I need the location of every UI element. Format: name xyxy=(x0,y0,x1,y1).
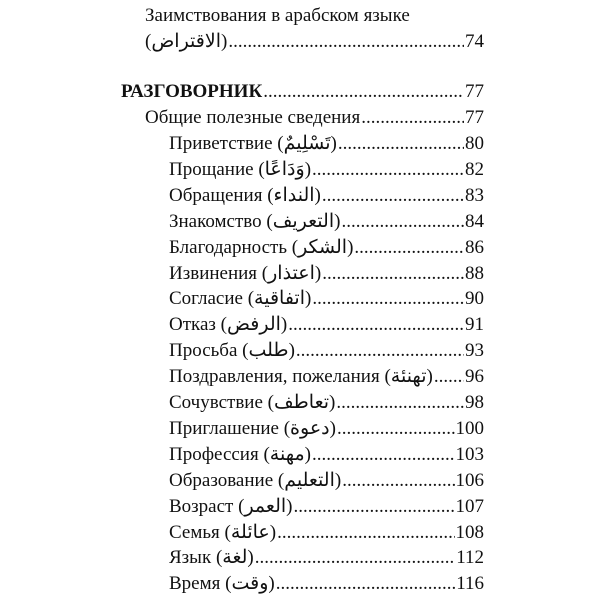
toc-entry-arabic: (لغة) xyxy=(215,547,254,569)
toc-entry-page: 106 xyxy=(455,469,484,491)
dot-leader xyxy=(354,236,464,260)
toc-entry xyxy=(169,443,484,467)
toc-entry-russian: Приглашение xyxy=(169,417,279,439)
toc-entry-russian: Семья xyxy=(169,521,220,543)
toc-entry-title xyxy=(169,469,341,493)
toc-entry-arabic: (طلب) xyxy=(242,340,295,362)
toc-entry-title xyxy=(169,313,287,337)
toc-entry-russian: Возраст xyxy=(169,495,234,517)
toc-entry-arabic: (الشكر) xyxy=(291,236,354,258)
dot-leader xyxy=(277,521,454,545)
toc-entry-arabic: (التعليم) xyxy=(277,469,342,491)
toc-entry xyxy=(169,184,484,208)
toc-entry-arabic: (مهنة) xyxy=(263,443,311,465)
toc-intro-entry xyxy=(145,30,484,54)
toc-entry-arabic: (وَدَاعًا) xyxy=(258,158,312,180)
toc-entry-arabic: (تعاطف) xyxy=(267,392,336,413)
toc-entry-page: 82 xyxy=(465,158,484,180)
toc-entry xyxy=(169,339,484,363)
dot-leader xyxy=(288,313,464,337)
toc-entry-russian: Приветствие xyxy=(169,133,273,154)
toc-entry xyxy=(169,365,484,389)
toc-entry-russian: Знакомство xyxy=(169,210,262,232)
toc-entry-title xyxy=(169,184,321,208)
toc-entry-arabic: (النداء) xyxy=(267,184,321,206)
toc-entry-page: 107 xyxy=(455,495,484,517)
toc-entry-russian: Сочувствие xyxy=(169,392,263,413)
toc-entry-title xyxy=(169,495,292,519)
toc-entry-russian: Отказ xyxy=(169,314,216,336)
toc-entry-arabic: (تهنئة) xyxy=(384,366,433,388)
toc-section-entry xyxy=(121,80,484,104)
toc-entry-page: 116 xyxy=(456,573,484,595)
toc-entry xyxy=(169,287,484,311)
toc-entry-title xyxy=(169,158,311,182)
toc-entry-russian: Просьба xyxy=(169,340,238,362)
dot-leader xyxy=(341,210,464,234)
dot-leader xyxy=(293,495,454,519)
toc-entry-title xyxy=(169,521,276,545)
toc-entry-russian: Время xyxy=(169,573,221,595)
toc-entry-russian: Благодарность xyxy=(169,236,287,258)
toc-intro-title: Заимствования в арабском языке xyxy=(145,5,410,26)
dot-leader xyxy=(276,572,456,596)
toc-entry xyxy=(169,313,484,337)
dot-leader xyxy=(342,469,454,493)
toc-entry-arabic: (وقت) xyxy=(225,573,275,595)
toc-intro-arabic: (الاقتراض) xyxy=(145,31,228,52)
dot-leader xyxy=(312,158,464,182)
toc-entry-page: 93 xyxy=(465,340,484,362)
toc-entry-page: 100 xyxy=(455,417,484,439)
toc-entry-page: 90 xyxy=(465,288,484,310)
toc-entry-arabic: (عائلة) xyxy=(224,521,277,543)
toc-entry-page: 108 xyxy=(455,521,484,543)
toc-entry-russian: Профессия xyxy=(169,443,259,465)
toc-entry-page: 98 xyxy=(465,392,484,413)
dot-leader xyxy=(337,417,455,441)
dot-leader xyxy=(322,262,464,286)
dot-leader xyxy=(434,365,464,389)
toc-subsection-entry xyxy=(145,106,484,130)
toc-entry-page: 84 xyxy=(465,210,484,232)
toc-entry-title xyxy=(169,546,254,570)
toc-entry xyxy=(169,262,484,286)
toc-entry-title xyxy=(169,287,311,311)
toc-intro-page: 74 xyxy=(465,31,484,52)
toc-entry-arabic: (العمر) xyxy=(238,495,293,517)
toc-entry-page: 86 xyxy=(465,236,484,258)
dot-leader xyxy=(312,443,455,467)
toc-entry-russian: Извинения xyxy=(169,262,258,284)
toc-entry-title xyxy=(169,132,337,156)
toc-entry-russian: Согласие xyxy=(169,288,243,310)
toc-entry xyxy=(169,417,484,441)
toc-entry-title xyxy=(169,365,433,389)
toc-entry-title xyxy=(169,443,311,467)
toc-entry xyxy=(169,158,484,182)
toc-entry-title xyxy=(169,572,275,596)
toc-entry-arabic: (دعوة) xyxy=(283,417,336,439)
toc-entry-title xyxy=(169,210,340,234)
toc-entry-page: 88 xyxy=(465,262,484,284)
toc-entry-title xyxy=(169,339,295,363)
toc-entry-title xyxy=(169,417,336,441)
dot-leader xyxy=(312,287,464,311)
dot-leader xyxy=(336,391,464,415)
toc-entry-page: 103 xyxy=(455,443,484,465)
toc-entry-arabic: (اتفاقية) xyxy=(247,288,312,310)
toc-entry xyxy=(169,572,484,596)
toc-entry-russian: Поздравления, пожелания xyxy=(169,366,380,388)
toc-entry-russian: Образование xyxy=(169,469,274,491)
toc-entry xyxy=(169,210,484,234)
toc-entry xyxy=(169,546,484,570)
dot-leader xyxy=(361,106,464,130)
toc-entry xyxy=(169,495,484,519)
dot-leader xyxy=(255,546,455,570)
dot-leader xyxy=(228,30,464,54)
toc-entry-russian: Прощание xyxy=(169,158,254,180)
toc-entry-title xyxy=(169,262,321,286)
toc-entry-page: 80 xyxy=(465,133,484,154)
toc-entry-title xyxy=(169,391,335,415)
toc-entry xyxy=(169,132,484,156)
dot-leader xyxy=(263,80,464,104)
toc-entry-page: 91 xyxy=(465,314,484,336)
toc-section-title: РАЗГОВОРНИК xyxy=(121,81,263,102)
toc-entry-arabic: (الرفض) xyxy=(220,314,288,336)
toc-subsection-page: 77 xyxy=(465,107,484,128)
dot-leader xyxy=(296,339,464,363)
toc-entry-page: 83 xyxy=(465,184,484,206)
dot-leader xyxy=(338,132,464,156)
toc-entry-arabic: (اعتذار) xyxy=(261,262,322,284)
toc-entry-russian: Обращения xyxy=(169,184,263,206)
toc-subsection-title: Общие полезные сведения xyxy=(145,107,361,128)
toc-entry xyxy=(169,469,484,493)
toc-entry xyxy=(169,521,484,545)
toc-entry-arabic: (تَسْلِيمٌ) xyxy=(277,133,337,154)
toc-entry xyxy=(169,236,484,260)
toc-entry-page: 112 xyxy=(456,547,484,569)
toc-entry-russian: Язык xyxy=(169,547,212,569)
toc-section-page: 77 xyxy=(465,81,484,102)
toc-entry-arabic: (التعريف) xyxy=(266,210,341,232)
toc-entry-title xyxy=(169,236,353,260)
dot-leader xyxy=(322,184,464,208)
toc-entry-page: 96 xyxy=(465,366,484,388)
toc-entry xyxy=(169,391,484,415)
